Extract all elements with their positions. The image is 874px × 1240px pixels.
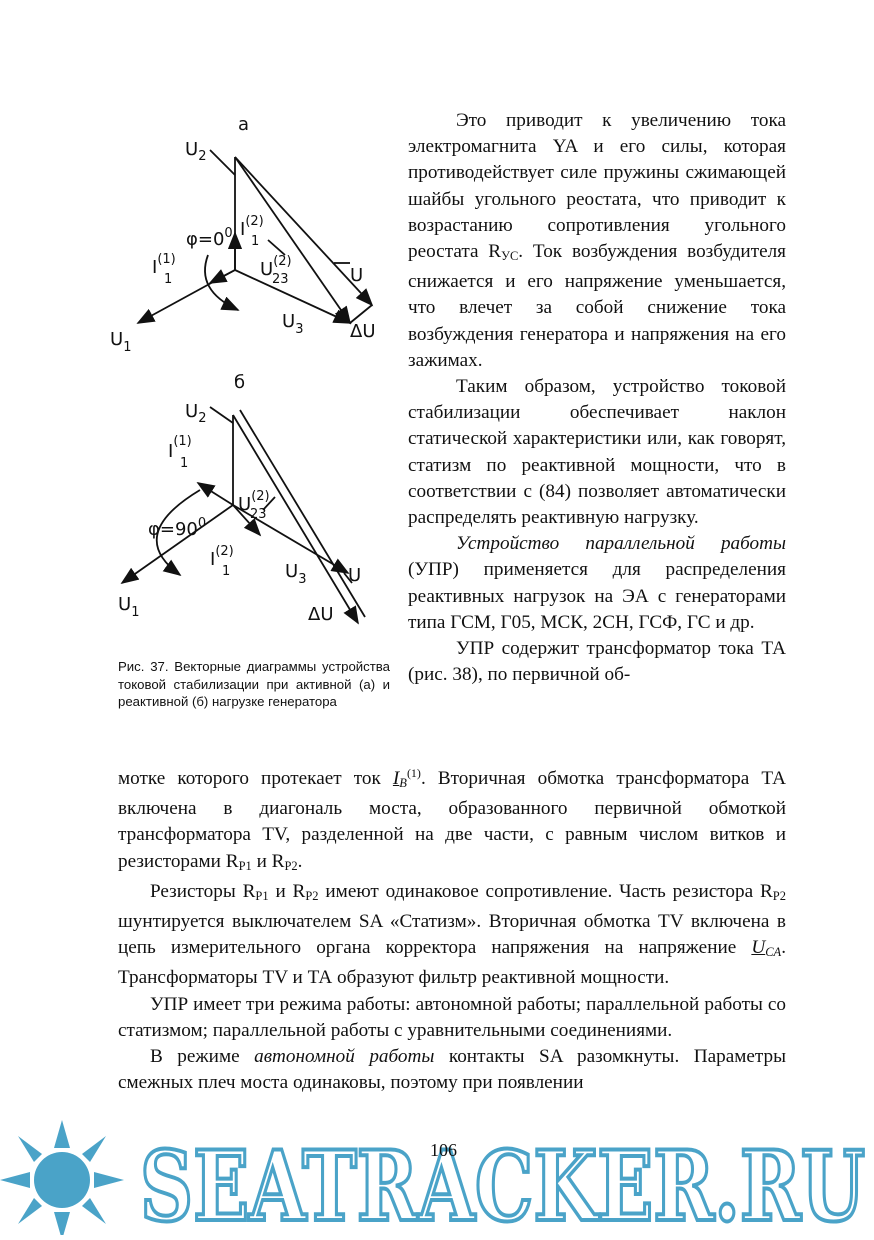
b-u2-label: $U_2$ [185,401,207,426]
a-phi-label: $\varphi=0^0$ [186,226,233,250]
a-vector-i1-1 [210,270,235,283]
page-number: 106 [430,1140,457,1160]
sun-icon [0,1120,124,1235]
watermark-text: SEATRACKER.RU [140,1130,865,1235]
paragraph: УПР имеет три режима работы: автономной работы; параллельной работы со статизмом; параллельной работы с уравнительными соединениями. [118,993,786,1041]
a-du-label: ΔU [350,321,376,342]
paragraph: Это приводит к увеличению тока электромагнита YA и его силы, которая противодействует силе пружины сжимающей шайбы угольного реостата, что приводит к возрастанию сопротивления угольного реостата $R_{УС}$. Ток возбуждения возбудителя снижается и его напряжение уменьшается, что влечет за собой снижение тока возбуждения генератора и напряжения на его зажимах. [408,110,786,371]
b-u1-label: $U_1$ [118,594,140,620]
b-u23-label: $U^{(2)}$ 23 [238,489,270,522]
vector-diagrams-figure [100,105,400,635]
b-du-label: ΔU [308,604,334,625]
b-i1-2-label: $I^{(2)}$ 1 [210,544,234,579]
b-vector-i1-1 [198,483,233,505]
a-u23-label: $U^{(2)}$ 23 [260,254,292,287]
label-a: а [238,114,250,135]
paragraph: Таким образом, устройство токовой стабилизации обеспечивает наклон статической характеристики или, как говорят, статизм по реактивной мощности, что в соответствии с (84) позволяет автоматически распределять реактивную нагрузку. [408,376,786,529]
paragraph: Резисторы $R_{P1}$ и $R_{P2}$ имеют одинаковое сопротивление. Часть резистора $R_{P2}$ шунтируется выключателем SA «Статизм». Вторичная обмотка TV включена в цепь измерительного органа корректора напряжения на напряжение $U_{CA}$. Трансформаторы TV и ТА образуют фильтр реактивной мощности. [118,880,786,989]
a-i1-1-label: $I^{(1)}$ 1 [152,252,176,287]
a-i1-2-label: $I^{(2)}$ 1 [240,214,264,249]
b-phi-label: $\varphi=90^0$ [148,516,207,540]
figure-caption: Рис. 37. Векторные диаграммы устройства токовой стабилизации при активной (а) и реактивной (б) нагрузке генератора [118,659,390,709]
paragraph: УПР содержит трансформатор тока ТА (рис. 38), по первичной об- [408,638,786,686]
paragraph: В режиме автономной работы контакты SA разомкнуты. Параметры смежных плеч моста одинаковы, поэтому при появлении [118,1046,786,1094]
vector-diagram-svg [100,105,400,635]
paragraph: Устройство параллельной работы (УПР) применяется для распределения реактивных нагрузок на ЭА с генераторами типа ГСМ, Г05, МСК, 2СН, ГСФ, ГС и др. [408,533,786,633]
right-column-text [408,108,786,688]
watermark-logo [0,1120,874,1235]
a-u-label: U [350,265,364,286]
a-u2-label: $U_2$ [185,139,207,164]
b-u-label: U [348,565,362,586]
paragraph: мотке которого протекает ток $I_B^{(1)}$. Вторичная обмотка трансформатора ТА включена в диагональ моста, образованного первичной обмоткой трансформатора TV, разделенной на две части, с равным числом витков и резисторами $R_{P1}$ и $R_{P2}$. [118,766,787,873]
a-u3-label: $U_3$ [282,311,304,337]
b-i1-1-label: $I^{(1)}$ 1 [168,434,192,471]
label-b: б [234,372,246,393]
full-width-text [118,760,786,1096]
a-u1-label: $U_1$ [110,329,132,355]
b-u3-label: $U_3$ [285,561,307,587]
